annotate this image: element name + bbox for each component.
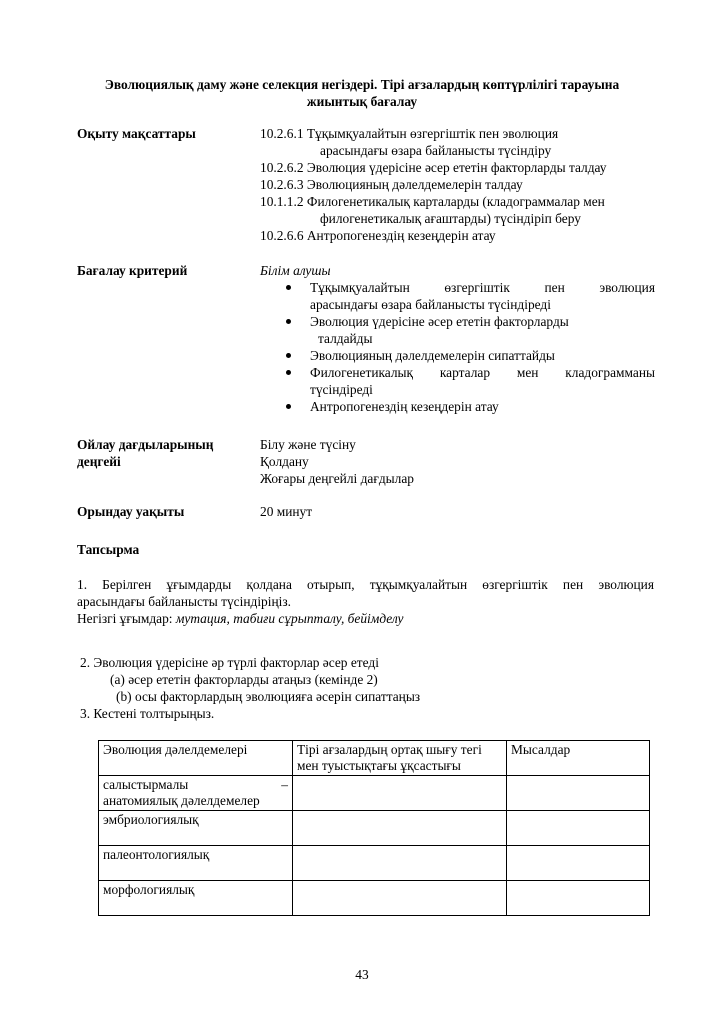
table-header-row xyxy=(99,741,650,776)
criteria-text: Эволюция үдерісіне әсер ететін факторларды xyxy=(310,314,569,329)
time-value: 20 минут xyxy=(260,504,313,519)
task-1-line-2: арасындағы байланысты түсіндіріңіз. xyxy=(77,594,291,609)
objective-text: 10.2.6.3 Эволюцияның дәлелдемелерін талдау xyxy=(260,177,523,192)
table-row-label: палеонтологиялық xyxy=(99,846,293,881)
thinking-level: Жоғары деңгейлі дағдылар xyxy=(260,471,414,486)
evidence-table xyxy=(98,740,650,916)
objective-text: 10.1.1.2 Филогенетикалық карталарды (кладограммалар мен xyxy=(260,194,605,209)
table-row-label xyxy=(99,776,293,811)
thinking-label-line-2: деңгейі xyxy=(77,454,121,469)
task-2 xyxy=(80,654,657,722)
criteria-heading: Білім алушы xyxy=(260,263,331,278)
table-row-label: морфологиялық xyxy=(99,881,293,916)
objective-item xyxy=(260,159,655,176)
table-cell-empty[interactable] xyxy=(507,846,650,881)
criteria-item xyxy=(260,364,655,398)
table-row-label: эмбриологиялық xyxy=(99,811,293,846)
row-label-line-1: салыстырмалы – xyxy=(103,777,288,792)
bullet-icon xyxy=(286,285,291,290)
objective-item xyxy=(260,193,655,227)
thinking-levels xyxy=(260,436,655,487)
criteria-list xyxy=(260,279,655,415)
objectives-label: Оқыту мақсаттары xyxy=(77,126,196,141)
criteria-item xyxy=(260,279,655,313)
criteria-text-cont: арасындағы өзара байланысты түсіндіреді xyxy=(310,297,551,312)
task-1-line-1: 1. Берілген ұғымдарды қолдана отырып, тұқымқуалайтын өзгергіштік пен эволюция xyxy=(77,577,654,592)
objective-continuation: филогенетикалық ағаштарды) түсіндіріп беру xyxy=(320,211,581,226)
criteria-text-cont: түсіндіреді xyxy=(310,382,373,397)
thinking-level: Қолдану xyxy=(260,454,309,469)
criteria-label: Бағалау критерий xyxy=(77,263,188,278)
task-2b: (b) осы факторлардың эволюцияға әсерін сипаттаңыз xyxy=(116,689,421,704)
table-row xyxy=(99,811,650,846)
criteria-item xyxy=(260,313,655,347)
objectives-list xyxy=(260,125,655,244)
table-row xyxy=(99,881,650,916)
task-heading: Тапсырма xyxy=(77,542,140,557)
criteria-text-cont: талдайды xyxy=(318,331,373,346)
table-header-cell: Тірі ағзалардың ортақ шығу тегі мен туыстықтағы ұқсастығы xyxy=(293,741,507,776)
table-cell-empty[interactable] xyxy=(293,776,507,811)
table-cell-empty[interactable] xyxy=(507,881,650,916)
table-cell-empty[interactable] xyxy=(293,846,507,881)
key-concepts-label: Негізгі ұғымдар: xyxy=(77,611,176,626)
task-3-text: 3. Кестені толтырыңыз. xyxy=(80,706,215,721)
bullet-icon xyxy=(286,370,291,375)
criteria-text: Тұқымқуалайтын өзгергіштік пен эволюция xyxy=(310,280,655,295)
task-2a: (a) әсер ететін факторларды атаңыз (кемінде 2) xyxy=(110,672,378,687)
page-number: 43 xyxy=(355,967,369,982)
objective-item xyxy=(260,125,655,159)
table-row xyxy=(99,776,650,811)
table-row xyxy=(99,846,650,881)
criteria-item xyxy=(260,347,655,364)
title-line-1: Эволюциялық даму және селекция негіздері. Тірі ағзалардың көптүрлілігі тарауына xyxy=(104,77,620,92)
time-label: Орындау уақыты xyxy=(77,504,185,519)
bullet-icon xyxy=(286,353,291,358)
thinking-label-line-1: Ойлау дағдыларының xyxy=(77,437,214,452)
table-cell-empty[interactable] xyxy=(507,811,650,846)
objective-text: 10.2.6.1 Тұқымқуалайтын өзгергіштік пен эволюция xyxy=(260,126,559,141)
criteria-block xyxy=(260,262,655,415)
table-cell-empty[interactable] xyxy=(293,881,507,916)
objective-item xyxy=(260,176,655,193)
table-header-cell: Мысалдар xyxy=(507,741,650,776)
thinking-level: Білу және түсіну xyxy=(260,437,356,452)
objective-continuation: арасындағы өзара байланысты түсіндіру xyxy=(320,143,552,158)
objective-text: 10.2.6.2 Эволюция үдерісіне әсер ететін факторларды талдау xyxy=(260,160,607,175)
table-cell-empty[interactable] xyxy=(507,776,650,811)
criteria-text: Антропогенездің кезеңдерін атау xyxy=(310,399,499,414)
task-1-key-concepts xyxy=(77,610,654,627)
criteria-item xyxy=(260,398,655,415)
bullet-icon xyxy=(286,404,291,409)
row-label-line-2: анатомиялық дәлелдемелер xyxy=(103,793,260,808)
bullet-icon xyxy=(286,319,291,324)
criteria-text: Филогенетикалық карталар мен кладограмманы xyxy=(310,365,655,380)
table-header-cell: Эволюция дәлелдемелері xyxy=(99,741,293,776)
objective-item xyxy=(260,227,655,244)
task-1 xyxy=(77,576,654,627)
thinking-label xyxy=(77,436,247,470)
criteria-text: Эволюцияның дәлелдемелерін сипаттайды xyxy=(310,348,555,363)
page-title xyxy=(70,76,654,110)
objective-text: 10.2.6.6 Антропогенездің кезеңдерін атау xyxy=(260,228,496,243)
table-cell-empty[interactable] xyxy=(293,811,507,846)
key-concepts-terms: мутация, табиғи сұрыпталу, бейімделу xyxy=(175,611,404,626)
task-2-text: 2. Эволюция үдерісіне әр түрлі факторлар әсер етеді xyxy=(80,655,379,670)
title-line-2: жиынтық бағалау xyxy=(306,94,418,109)
